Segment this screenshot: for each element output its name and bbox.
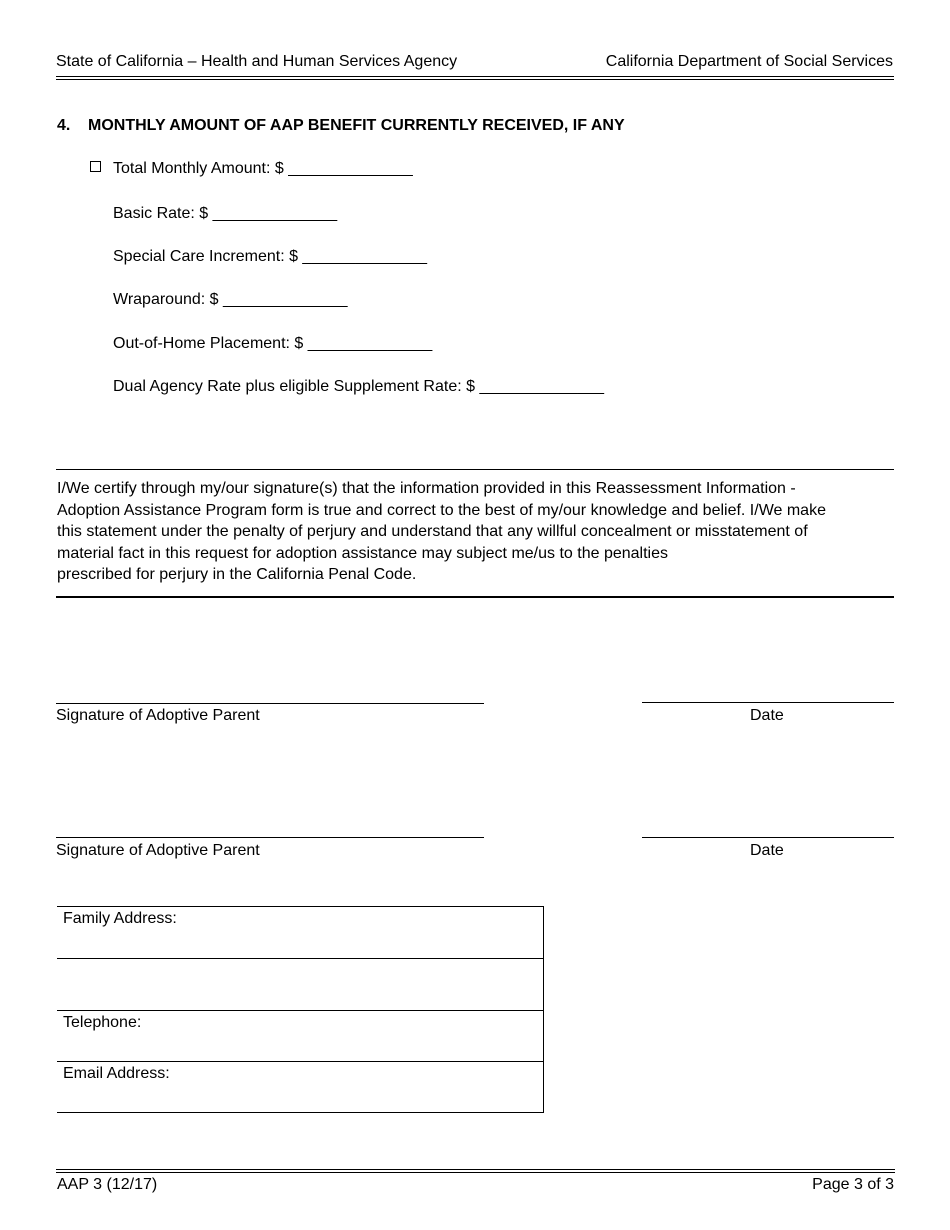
form-id: AAP 3 (12/17) xyxy=(57,1176,158,1193)
footer-rule-top xyxy=(56,1169,895,1170)
date-line-1[interactable] xyxy=(642,702,894,703)
date-label-2: Date xyxy=(750,842,784,859)
special-care-increment-field[interactable]: Special Care Increment: $ ______________ xyxy=(113,248,427,265)
telephone-box[interactable] xyxy=(57,1010,544,1062)
signature-line-1[interactable] xyxy=(56,703,484,704)
header-agency: State of California – Health and Human Services Agency xyxy=(56,53,458,70)
email-address-label: Email Address: xyxy=(63,1065,170,1082)
date-label-1: Date xyxy=(750,707,784,724)
certification-line: material fact in this request for adoption assistance may subject me/us to the penalties xyxy=(57,544,668,562)
total-monthly-amount-checkbox[interactable] xyxy=(90,161,101,172)
page-number: Page 3 of 3 xyxy=(812,1176,894,1193)
email-address-box[interactable] xyxy=(57,1061,544,1113)
certification-rule-top xyxy=(56,469,894,470)
out-of-home-placement-field[interactable]: Out-of-Home Placement: $ ______________ xyxy=(113,335,433,352)
family-address-box[interactable] xyxy=(57,906,544,958)
signature-label-2: Signature of Adoptive Parent xyxy=(56,842,260,859)
signature-label-1: Signature of Adoptive Parent xyxy=(56,707,260,724)
section-number: 4. xyxy=(57,117,71,134)
certification-statement xyxy=(57,478,897,586)
dual-agency-rate-field[interactable]: Dual Agency Rate plus eligible Supplement Rate: $ ______________ xyxy=(113,378,605,395)
total-monthly-amount-field[interactable]: Total Monthly Amount: $ ______________ xyxy=(113,160,413,177)
certification-rule-bottom xyxy=(56,596,894,598)
certification-line: prescribed for perjury in the California Penal Code. xyxy=(57,566,417,583)
date-line-2[interactable] xyxy=(642,837,894,838)
wraparound-field[interactable]: Wraparound: $ ______________ xyxy=(113,291,348,308)
basic-rate-field[interactable]: Basic Rate: $ ______________ xyxy=(113,205,338,222)
family-address-label: Family Address: xyxy=(63,910,177,927)
header-rule-top xyxy=(56,76,894,77)
header-department: California Department of Social Services xyxy=(605,53,893,70)
section-title xyxy=(57,117,625,135)
header-rule-bottom xyxy=(56,79,894,80)
certification-line: this statement under the penalty of perjury and understand that any willful concealment or misstatement of xyxy=(57,523,808,540)
footer-rule-bottom xyxy=(56,1172,895,1173)
certification-line: Adoption Assistance Program form is true and correct to the best of my/our knowledge and belief. I/We make xyxy=(57,501,826,519)
section-heading: MONTHLY AMOUNT OF AAP BENEFIT CURRENTLY RECEIVED, IF ANY xyxy=(88,117,625,134)
certification-line: I/We certify through my/our signature(s) that the information provided in this Reassessment Information - xyxy=(57,480,796,497)
signature-line-2[interactable] xyxy=(56,837,484,838)
telephone-label: Telephone: xyxy=(63,1014,142,1031)
family-address-box-line-2[interactable] xyxy=(57,958,544,1010)
